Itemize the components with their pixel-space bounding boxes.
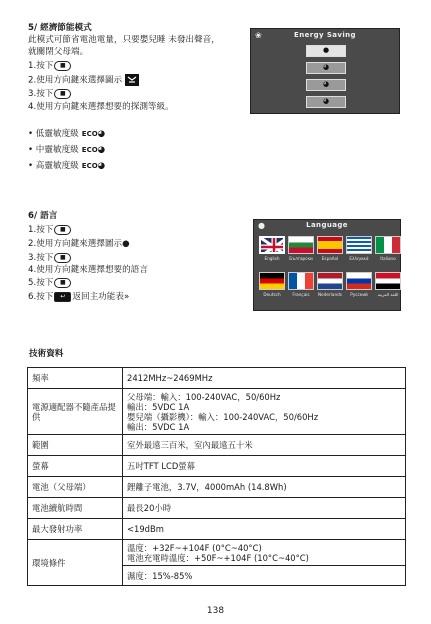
table-row: 環境條件 溫度：+32F~+104F (0°C~40°C) 電池充電時溫度：+50F~+104F (10°C~40°C) bbox=[28, 540, 406, 566]
flag-italian[interactable] bbox=[375, 236, 401, 254]
lang-step-2: 2.使用方向鍵來選擇圖示● bbox=[28, 239, 130, 249]
flag-dutch[interactable] bbox=[317, 272, 343, 290]
lang-label-italian: Italiano bbox=[380, 256, 396, 261]
back-key-icon: ↩ bbox=[54, 292, 71, 302]
eco-option-high[interactable] bbox=[306, 96, 346, 108]
lang-label-spanish: Español bbox=[321, 256, 339, 261]
high-sensitivity-icon: ◕ bbox=[322, 97, 330, 105]
flag-bulgarian[interactable] bbox=[288, 236, 314, 254]
eco-title: 5/ 經濟節能模式 bbox=[28, 23, 92, 33]
lang-step-3: 3.按下 ■ bbox=[28, 252, 72, 265]
eco-option-low[interactable] bbox=[306, 62, 346, 74]
eco-desc-1: 此模式可節省電池電量，只要嬰兒睡 未發出聲音， bbox=[28, 35, 220, 45]
eco-step-1: 1.按下 ■ bbox=[28, 60, 72, 73]
menu-key-icon: ■ bbox=[54, 61, 71, 71]
high-sensitivity-icon: ◕ bbox=[97, 161, 106, 171]
flag-greek[interactable] bbox=[346, 236, 372, 254]
flag-english[interactable] bbox=[259, 236, 285, 254]
lang-label-bulgarian: Български bbox=[289, 256, 313, 261]
lang-label-french: Français bbox=[292, 292, 310, 297]
eco-option-off[interactable] bbox=[306, 45, 346, 57]
eco-screen-icon: ❀ bbox=[255, 31, 262, 40]
lang-label-english: English bbox=[264, 256, 280, 261]
energy-saving-screen bbox=[250, 28, 400, 114]
flag-russian[interactable] bbox=[346, 272, 372, 290]
lang-step-1: 1.按下 ■ bbox=[28, 224, 72, 237]
table-row: 電源適配器不隨產品提供 父母端：輸入：100-240VAC，50/60Hz 輸出：5VDC 1A 嬰兒端（攝影機）：輸入：100-240VAC，50/60Hz 輸出：5VDC 1A bbox=[28, 389, 406, 435]
ok-key-icon: ■ bbox=[54, 253, 71, 263]
eco-level-high: • 高靈敏度級 ECO◕ bbox=[28, 161, 106, 171]
mid-sensitivity-icon: ◕ bbox=[322, 80, 330, 88]
eco-desc-2: 就關閉父母端。 bbox=[28, 47, 89, 57]
eco-step-2: 2.使用方向鍵來選擇圖示 bbox=[28, 74, 139, 87]
specs-table bbox=[27, 367, 406, 586]
language-screen bbox=[253, 219, 401, 311]
table-row: 濕度：15%-85% bbox=[28, 566, 406, 586]
eco-step-4: 4.使用方向鍵來選擇想要的探測等級。 bbox=[28, 102, 174, 112]
language-screen-title: Language bbox=[306, 221, 348, 229]
mid-sensitivity-icon: ◕ bbox=[97, 145, 106, 155]
page-number: 138 bbox=[206, 606, 225, 616]
lang-step-5: 5.按下 ■ bbox=[28, 277, 72, 290]
table-row: 最大發射功率 <19dBm bbox=[28, 519, 406, 540]
lang-label-russian: Русский bbox=[350, 292, 368, 297]
flag-french[interactable] bbox=[288, 272, 314, 290]
specs-heading: 技術資料 bbox=[29, 349, 64, 359]
flag-arabic[interactable] bbox=[375, 272, 401, 290]
eco-option-mid[interactable] bbox=[306, 79, 346, 91]
language-globe-icon: ● bbox=[122, 239, 130, 249]
lang-label-dutch: Nederlands bbox=[318, 292, 342, 297]
ok-key-icon: ■ bbox=[54, 89, 71, 99]
flag-german[interactable] bbox=[259, 272, 285, 290]
eco-level-low: • 低靈敏度級 ECO◕ bbox=[28, 129, 106, 139]
lang-label-german: Deutsch bbox=[263, 292, 281, 297]
eco-step-3: 3.按下 ■ bbox=[28, 88, 72, 101]
lang-label-greek: Ελληνικά bbox=[349, 256, 369, 261]
energy-saving-screen-title: Energy Saving bbox=[294, 31, 356, 39]
language-title: 6/ 語言 bbox=[28, 211, 58, 221]
table-row: 螢幕 五吋TFT LCD螢幕 bbox=[28, 456, 406, 477]
lang-label-arabic: اللغة العربية bbox=[377, 292, 399, 297]
table-row: 電池續航時間 最長20小時 bbox=[28, 498, 406, 519]
lang-step-4: 4.使用方向鍵來選擇想要的語言 bbox=[28, 265, 148, 275]
low-sensitivity-icon: ◕ bbox=[97, 129, 106, 139]
table-row: 範圍 室外最遠三百米，室內最遠五十米 bbox=[28, 435, 406, 456]
table-row: 電池（父母端） 鋰離子電池，3.7V，4000mAh (14.8Wh) bbox=[28, 477, 406, 498]
bulb-icon: ● bbox=[322, 46, 330, 54]
menu-key-icon: ■ bbox=[54, 225, 71, 235]
ok-key-icon: ■ bbox=[54, 278, 71, 288]
low-sensitivity-icon: ◕ bbox=[322, 63, 330, 71]
eco-level-mid: • 中靈敏度級 ECO◕ bbox=[28, 145, 106, 155]
table-row: 頻率 2412MHz~2469MHz bbox=[28, 368, 406, 389]
flag-spanish[interactable] bbox=[317, 236, 343, 254]
eco-mode-icon bbox=[125, 74, 139, 86]
language-globe-icon: ● bbox=[258, 221, 265, 230]
lang-step-6: 6.按下 ↩ 返回主功能表» bbox=[28, 292, 130, 302]
